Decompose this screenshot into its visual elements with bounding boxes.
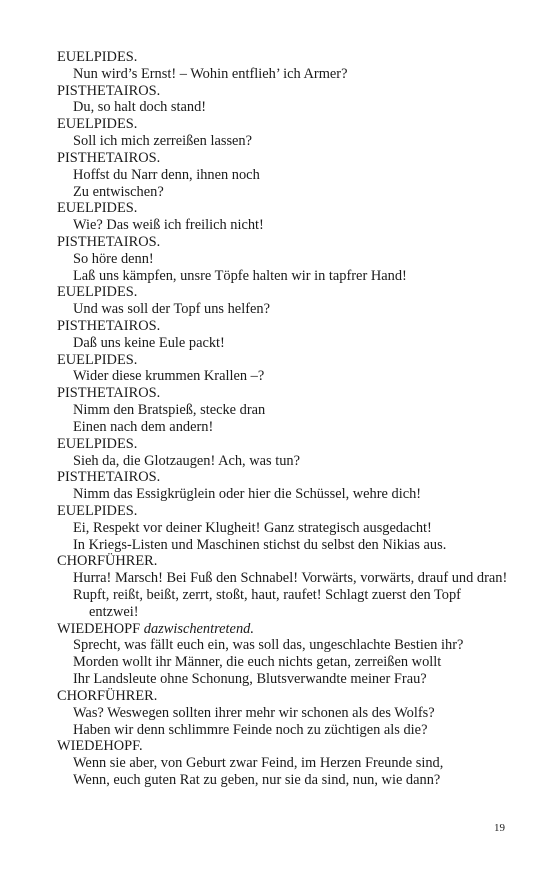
speaker-name: EUELPIDES. [57,502,138,519]
verse-line: Wie? Das weiß ich freilich nicht! [73,217,264,234]
speaker-name: EUELPIDES. [57,200,138,217]
speaker-name: WIEDEHOPF [57,620,141,637]
speaker-name: PISTHETAIROS. [57,385,161,402]
speaker-name: EUELPIDES. [57,351,138,368]
verse-line: Haben wir denn schlimmre Feinde noch zu züchtigen als die? [73,721,428,738]
verse-line: Sprecht, was fällt euch ein, was soll das, ungeschlachte Bestien ihr? [73,637,464,654]
verse-line: Sieh da, die Glotzaugen! Ach, was tun? [73,452,300,469]
verse-line: Nimm den Bratspieß, stecke dran [73,402,266,419]
verse-line: Was? Weswegen sollten ihrer mehr wir schonen als des Wolfs? [73,704,435,721]
stage-direction: dazwischentretend. [143,620,254,637]
verse-line: Ei, Respekt vor deiner Klugheit! Ganz strategisch ausgedacht! [73,519,432,536]
verse-line: Soll ich mich zerreißen lassen? [73,133,253,150]
speaker-with-stage-direction [57,621,512,638]
verse-line: Morden wollt ihr Männer, die euch nichts getan, zerreißen wollt [73,654,442,671]
page-number: 19 [494,822,505,834]
verse-line: Ihr Landsleute ohne Schonung, Blutsverwandte meiner Frau? [73,671,427,688]
verse-line: Nun wird’s Ernst! – Wohin entflieh’ ich Armer? [73,65,348,82]
speaker-name: PISTHETAIROS. [57,82,161,99]
verse-line: Hurra! Marsch! Bei Fuß den Schnabel! Vorwärts, vorwärts, drauf und dran! [73,570,508,587]
verse-line: Wenn sie aber, von Geburt zwar Feind, im Herzen Freunde sind, [73,755,444,772]
speaker-name: EUELPIDES. [57,284,138,301]
verse-line: Einen nach dem andern! [73,418,214,435]
verse-line: Daß uns keine Eule packt! [73,334,225,351]
verse-line: In Kriegs-Listen und Maschinen stichst du selbst den Nikias aus. [73,536,447,553]
speaker-name: EUELPIDES. [57,435,138,452]
verse-line: Zu entwischen? [73,183,164,200]
speaker-name: CHORFÜHRER. [57,687,158,704]
verse-line: Wenn, euch guten Rat zu geben, nur sie da sind, nun, wie dann? [73,771,441,788]
speaker-name: EUELPIDES. [57,49,138,65]
verse-line: Rupft, reißt, beißt, zerrt, stoßt, haut, raufet! Schlagt zuerst den Topf entzwei! [73,587,461,620]
verse-line: Du, so halt doch stand! [73,99,207,116]
verse-line: Laß uns kämpfen, unsre Töpfe halten wir in tapfrer Hand! [73,267,407,284]
speaker-name: PISTHETAIROS. [57,318,161,334]
verse-line: Hoffst du Narr denn, ihnen noch [73,166,260,183]
verse-line: Und was soll der Topf uns helfen? [73,301,270,318]
speaker-name: CHORFÜHRER. [57,553,158,570]
speaker-name: WIEDEHOPF. [57,738,143,755]
speaker-name: EUELPIDES. [57,116,138,133]
verse-line: Wider diese krummen Krallen –? [73,368,265,385]
speaker-name: PISTHETAIROS. [57,469,161,486]
verse-line: So höre denn! [73,250,154,267]
verse-line: Nimm das Essigkrüglein oder hier die Schüssel, wehre dich! [73,486,422,503]
play-text [57,49,512,789]
speaker-name: PISTHETAIROS. [57,149,161,166]
speaker-name: PISTHETAIROS. [57,233,161,250]
